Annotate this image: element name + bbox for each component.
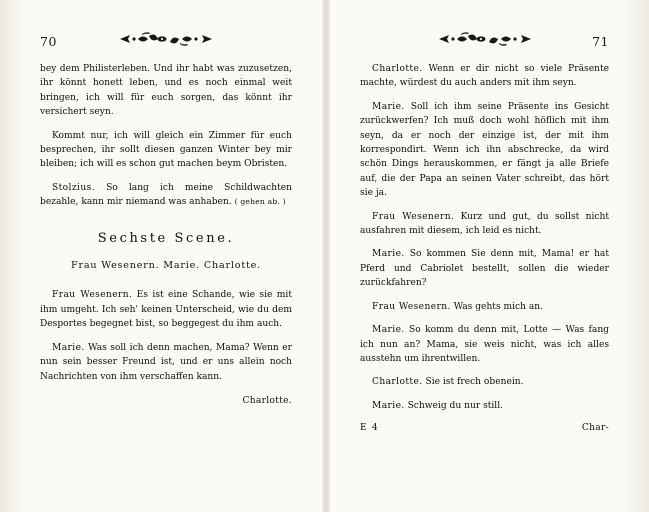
paragraph: [360, 247, 609, 290]
paragraph: [360, 375, 609, 389]
page-right: [326, 0, 649, 512]
speaker-name: Charlotte.: [372, 64, 423, 74]
scene-heading: Sechste Scene.: [97, 230, 235, 246]
text-column-left: [40, 62, 292, 408]
speaker-name: Frau Wesenern.: [52, 290, 133, 301]
signature-mark: E 4: [360, 423, 379, 434]
speech-text: Soll ich ihm seine Präsente ins Gesicht zurückwerfen? Ich muß doch wohl höflich mit ihm seyn, da er noch der einzige ist, der mit ihm korrespondirt. Wenn ich ihn abschrecke, da wird schön Dings herauskommen, er fängt ja alle Briefe auf, die der Papa an seinen Vater schreibt, das hört sie ja.: [360, 101, 609, 199]
speaker-name: Frau Wesenern.: [372, 211, 455, 222]
paragraph: bey dem Philisterleben. Und ihr habt was zuzusetzen, ihr könnt honett leben, und es noch einmal weit bringen, ich will für euch sorgen, das könnt ihr versichert seyn.: [40, 64, 292, 118]
speaker-name: Marie.: [372, 249, 405, 260]
folio-number-left: 70: [40, 34, 57, 49]
paragraph: [40, 181, 292, 210]
paragraph: [360, 62, 609, 91]
speech-text: So komm du denn mit, Lotte — Was fang ich nun an? Mama, sie weis nicht, was ich alles ausstehn um ihrentwillen.: [360, 325, 609, 364]
paragraph: [40, 341, 292, 384]
speech-text: Schweig du nur still.: [407, 400, 504, 411]
speaker-name: Marie.: [372, 400, 405, 411]
speaker-name: Marie.: [372, 325, 405, 336]
speech-text: Es ist eine Schande, wie sie mit ihm umgeht. Ich seh' keinen Unterscheid, wie du dem Desportes begegnet bist, so beggegest du ihm auch.: [40, 290, 292, 330]
speech-text: So kommen Sie denn mit, Mama! er hat Pferd und Cabriolet bestellt, sollen die wieder zurückfahren?: [360, 249, 609, 289]
speech-text: Was soll ich denn machen, Mama? Wenn er nun sein besser Freund ist, und er uns allein noch Nachrichten von ihm verschaffen kann.: [40, 342, 292, 382]
paragraph: [360, 210, 609, 239]
paragraph: [360, 323, 609, 366]
paragraph: [360, 100, 609, 201]
catchword-right: Char-: [581, 423, 609, 434]
speaker-name: Marie.: [372, 101, 405, 112]
scene-persons: Frau Wesenern. Marie. Charlotte.: [71, 260, 261, 272]
speaker-name: Stolzius.: [52, 182, 95, 193]
paragraph: [360, 300, 609, 314]
speaker-name: Charlotte.: [372, 377, 423, 388]
paragraph: Kommt nur, ich will gleich ein Zimmer für euch besprechen, ihr sollt diesen ganzen Winter bey mir bleiben; ich will es schon gut machen beym Obristen.: [40, 130, 292, 170]
page-header-right: [360, 30, 609, 56]
page-header-left: [40, 30, 292, 56]
floral-rule-ornament: [433, 30, 537, 48]
speaker-name: Marie.: [52, 342, 85, 353]
speech-text: So lang ich meine Schildwachten bezahle, kann mir niemand was anhaben.: [40, 182, 292, 208]
folio-number-right: 71: [592, 34, 609, 49]
speaker-name: Frau Wesenern.: [372, 301, 451, 312]
speech-text: Was gehts mich an.: [453, 301, 544, 312]
paragraph: [360, 399, 609, 413]
page-footer-right: [360, 421, 609, 435]
text-column-right: [360, 62, 609, 436]
paragraph: [40, 288, 292, 331]
floral-rule-ornament: [114, 30, 218, 48]
stage-direction: ( gehen ab. ): [234, 197, 286, 207]
speech-text: Kurz und gut, du sollst nicht ausfahren mit diesem, ich leid es nicht.: [360, 211, 609, 237]
catchword-left: Charlotte.: [242, 395, 292, 406]
speech-text: Sie ist frech obenein.: [425, 377, 524, 388]
speech-text: Wenn er dir nicht so viele Präsente machte, würdest du auch anders mit ihm seyn.: [360, 64, 609, 89]
